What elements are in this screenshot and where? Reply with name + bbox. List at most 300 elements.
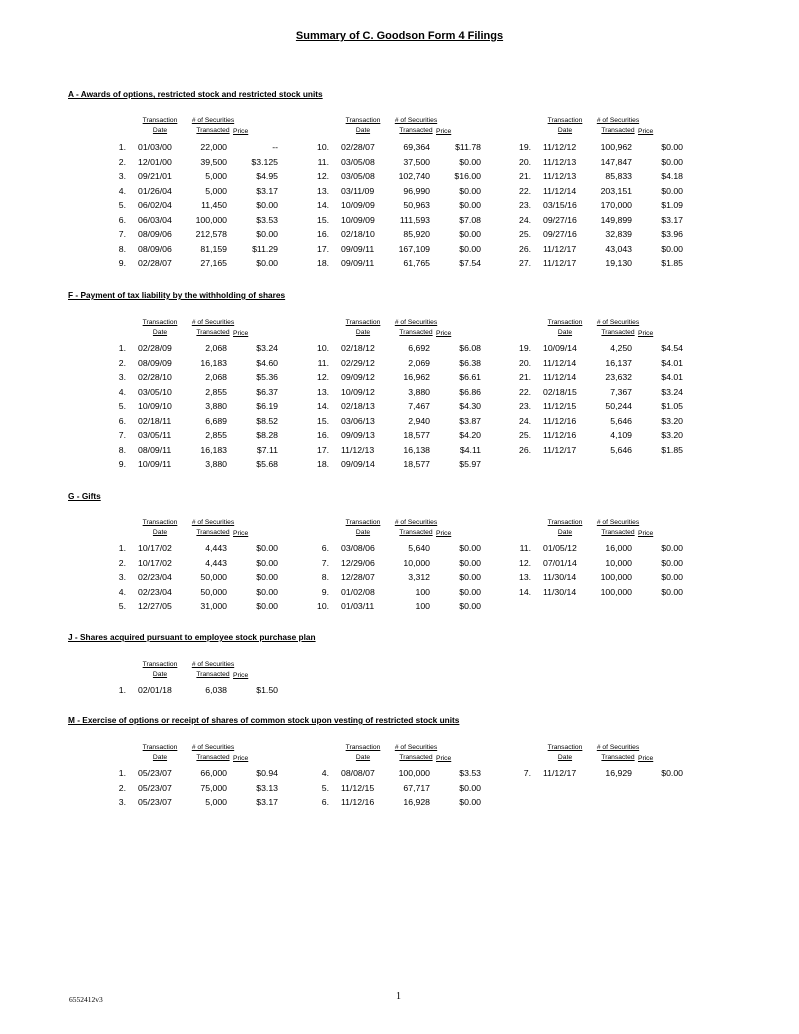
transaction-date: 02/18/15 [543,386,577,397]
price: $0.00 [459,200,481,210]
securities-transacted: 5,000 [205,171,227,181]
transaction-date: 02/28/07 [341,142,375,152]
row-number: 4. [118,185,126,196]
table-row [519,213,689,228]
transaction-date: 09/09/11 [341,258,375,268]
transaction-date: 09/09/13 [341,430,375,440]
table-row [519,169,689,184]
transaction-date: 11/12/14 [543,357,577,368]
row-number: 5. [321,782,329,793]
securities-transacted: 61,765 [403,258,430,268]
transaction-date: 02/23/04 [138,572,172,582]
price: $0.00 [256,572,278,582]
securities-transacted: 100,000 [195,214,227,225]
transaction-date: 11/12/16 [341,797,375,807]
transaction-date: 03/11/09 [341,185,375,196]
table-row [317,184,487,199]
securities-transacted: 6,692 [408,343,430,353]
transaction-date: 01/02/08 [341,586,375,597]
row-number: 16. [317,430,330,440]
table-row [114,781,284,796]
table-row [114,457,284,472]
table-row [114,599,284,614]
table-row [317,599,487,614]
row-number: 6. [118,214,126,225]
transaction-date: 01/05/12 [543,543,577,553]
row-number: 3. [118,797,126,807]
row-number: 13. [317,386,330,397]
securities-transacted: 5,000 [205,185,227,196]
page-title: Summary of C. Goodson Form 4 Filings [295,30,504,42]
securities-transacted: 16,183 [200,444,227,455]
price: $0.00 [661,572,683,582]
securities-transacted: 75,000 [200,782,227,793]
transaction-date: 11/30/14 [543,572,577,582]
transaction-date: 09/27/16 [543,229,577,239]
price: $11.29 [252,243,278,254]
securities-transacted: 7,467 [408,401,430,411]
row-number: 20. [519,156,532,167]
table-row [317,385,487,400]
table-row [317,198,487,213]
header-securities: # of Securities [191,319,235,326]
price: $6.38 [459,357,481,368]
row-number: 1. [118,768,126,778]
header-transacted: Transacted [399,329,433,336]
table-row [317,213,487,228]
table-row [114,766,284,781]
securities-transacted: 16,929 [605,768,632,778]
securities-transacted: 6,038 [205,685,227,695]
header-price: Price [638,755,654,762]
securities-transacted: 16,138 [403,444,430,455]
securities-transacted: 16,137 [605,357,632,368]
table-row [317,585,487,600]
transaction-date: 03/05/10 [138,386,172,397]
securities-transacted: 100 [415,586,430,597]
transaction-date: 10/09/09 [341,214,375,225]
price: $3.17 [661,214,683,225]
securities-transacted: 96,990 [403,185,430,196]
row-number: 5. [118,601,126,611]
price: $0.00 [256,200,278,210]
transaction-date: 02/18/13 [341,401,375,411]
header-securities: # of Securities [394,519,438,526]
row-number: 7. [523,768,531,778]
securities-transacted: 37,500 [403,156,430,167]
securities-transacted: 50,244 [605,401,632,411]
header-transacted: Transacted [196,754,230,761]
price: $0.00 [256,586,278,597]
row-number: 6. [321,543,329,553]
table-row [317,570,487,585]
transaction-date: 09/09/14 [341,459,375,469]
securities-transacted: 3,880 [205,459,227,469]
transaction-date: 02/28/10 [138,372,172,382]
row-number: 9. [321,586,329,597]
header-price: Price [233,128,249,135]
transaction-date: 11/12/17 [543,768,577,778]
securities-transacted: 2,069 [408,357,430,368]
row-number: 7. [321,557,329,568]
table-row [519,341,689,356]
securities-transacted: 5,640 [408,543,430,553]
securities-transacted: 69,364 [403,142,430,152]
header-transaction: Transaction [142,744,178,751]
row-number: 14. [317,401,330,411]
securities-transacted: 5,646 [610,444,632,455]
row-number: 2. [118,156,126,167]
transaction-date: 10/09/09 [341,200,375,210]
transaction-date: 11/12/14 [543,185,577,196]
price: $4.60 [256,357,278,368]
price: $3.17 [256,797,278,807]
row-number: 4. [118,586,126,597]
table-row [114,570,284,585]
transaction-date: 08/08/07 [341,768,375,778]
transaction-date: 02/29/12 [341,357,375,368]
price: $3.24 [661,386,683,397]
header-date: Date [557,329,573,336]
row-number: 1. [118,142,126,152]
transaction-date: 09/27/16 [543,214,577,225]
table-row [114,385,284,400]
row-number: 18. [317,459,330,469]
securities-transacted: 23,632 [605,372,632,382]
row-number: 21. [519,171,532,181]
securities-transacted: 3,880 [408,386,430,397]
row-number: 22. [519,185,532,196]
section-title: A - Awards of options, restricted stock and restricted stock units [68,89,323,99]
header-securities: # of Securities [596,319,640,326]
transaction-date: 12/29/06 [341,557,375,568]
header-transacted: Transacted [601,329,635,336]
transaction-date: 08/09/06 [138,229,172,239]
table-row [317,556,487,571]
header-transaction: Transaction [547,117,583,124]
transaction-date: 11/12/14 [543,372,577,382]
price: $0.00 [459,185,481,196]
price: $4.18 [661,171,683,181]
price: $6.19 [256,401,278,411]
price: $0.00 [459,229,481,239]
section-title: J - Shares acquired pursuant to employee stock purchase plan [68,632,316,642]
securities-transacted: 4,250 [610,343,632,353]
price: $3.125 [251,156,278,167]
header-transaction: Transaction [345,744,381,751]
price: $0.00 [459,557,481,568]
securities-transacted: 3,312 [408,572,430,582]
column-header-group [333,318,473,340]
transaction-date: 08/09/06 [138,243,172,254]
header-price: Price [233,330,249,337]
transaction-date: 03/15/16 [543,200,577,210]
securities-transacted: 18,577 [403,430,430,440]
row-number: 8. [118,243,126,254]
header-transaction: Transaction [142,519,178,526]
price: $3.20 [661,415,683,426]
table-row [317,155,487,170]
table-row [317,169,487,184]
row-number: 4. [118,386,126,397]
row-number: 10. [317,142,330,152]
transaction-date: 11/12/16 [543,415,577,426]
column-header-group [130,116,270,138]
price: $0.00 [256,229,278,239]
table-row [519,155,689,170]
row-number: 10. [317,601,330,611]
table-row [317,414,487,429]
transaction-date: 11/30/14 [543,586,577,597]
column-header-group [535,743,675,765]
header-date: Date [557,754,573,761]
page-number: 1 [396,991,401,1002]
price: $8.52 [256,415,278,426]
securities-transacted: 81,159 [200,243,227,254]
table-row [519,356,689,371]
column-header-group [535,318,675,340]
header-transacted: Transacted [196,529,230,536]
row-number: 11. [317,357,329,368]
transaction-date: 10/09/11 [138,459,172,469]
transaction-date: 12/27/05 [138,601,172,611]
header-securities: # of Securities [596,117,640,124]
securities-transacted: 85,833 [605,171,632,181]
table-row [519,399,689,414]
transaction-date: 05/23/07 [138,782,172,793]
header-securities: # of Securities [394,319,438,326]
transaction-date: 02/28/07 [138,258,172,268]
table-row [519,428,689,443]
header-securities: # of Securities [394,744,438,751]
row-number: 26. [519,444,532,455]
price: $6.37 [256,386,278,397]
securities-transacted: 6,689 [205,415,227,426]
securities-transacted: 50,000 [200,586,227,597]
securities-transacted: 43,043 [605,243,632,254]
transaction-date: 07/01/14 [543,557,577,568]
row-number: 19. [519,142,532,152]
table-row [317,457,487,472]
header-price: Price [233,672,249,679]
transaction-date: 11/12/13 [341,444,375,455]
price: $4.20 [459,430,481,440]
securities-transacted: 111,593 [399,214,430,225]
price: $3.53 [256,214,278,225]
row-number: 1. [118,343,126,353]
row-number: 6. [321,797,329,807]
transaction-date: 09/21/01 [138,171,172,181]
securities-transacted: 5,000 [205,797,227,807]
transaction-date: 10/17/02 [138,557,172,568]
table-row [519,370,689,385]
table-row [114,556,284,571]
price: $3.24 [256,343,278,353]
price: $3.53 [459,768,481,778]
header-price: Price [436,330,452,337]
section-title: F - Payment of tax liability by the withholding of shares [68,290,286,300]
securities-transacted: 11,450 [201,200,227,210]
price: $5.36 [256,372,278,382]
table-row [317,370,487,385]
price: $3.13 [256,782,278,793]
securities-transacted: 170,000 [600,200,632,210]
securities-transacted: 2,068 [205,343,227,353]
header-transaction: Transaction [345,519,381,526]
header-securities: # of Securities [596,744,640,751]
row-number: 1. [118,543,126,553]
table-row [317,428,487,443]
row-number: 11. [317,156,329,167]
transaction-date: 12/01/00 [138,156,172,167]
securities-transacted: 100,962 [600,142,632,152]
transaction-date: 08/09/11 [138,444,172,455]
securities-transacted: 100 [415,601,430,611]
transaction-date: 09/09/12 [341,372,375,382]
securities-transacted: 7,367 [610,386,632,397]
transaction-date: 11/12/17 [543,243,577,254]
header-price: Price [436,128,452,135]
securities-transacted: 27,165 [200,258,227,268]
header-transacted: Transacted [399,754,433,761]
header-date: Date [355,754,371,761]
header-date: Date [152,127,168,134]
header-transacted: Transacted [399,529,433,536]
securities-transacted: 2,855 [205,430,227,440]
table-row [317,140,487,155]
row-number: 20. [519,357,532,368]
price: $0.00 [661,142,683,152]
price: $11.78 [455,142,481,152]
securities-transacted: 2,068 [205,372,227,382]
price: $3.87 [459,415,481,426]
transaction-date: 03/08/06 [341,543,375,553]
row-number: 12. [317,171,330,181]
transaction-date: 03/05/11 [138,430,172,440]
securities-transacted: 16,928 [403,797,430,807]
row-number: 15. [317,214,330,225]
header-price: Price [436,530,452,537]
price: $3.96 [661,229,683,239]
securities-transacted: 85,920 [403,229,430,239]
price: $0.00 [661,243,683,254]
price: $7.11 [256,444,278,455]
row-number: 13. [519,572,532,582]
row-number: 27. [519,258,532,268]
column-header-group [333,743,473,765]
securities-transacted: 22,000 [200,142,227,152]
row-number: 24. [519,214,532,225]
price: $7.54 [459,258,481,268]
header-securities: # of Securities [191,117,235,124]
securities-transacted: 50,000 [200,572,227,582]
table-row [317,242,487,257]
table-row [519,385,689,400]
row-number: 8. [118,444,126,455]
row-number: 9. [118,459,126,469]
table-row [114,341,284,356]
header-transacted: Transacted [196,671,230,678]
securities-transacted: 100,000 [398,768,430,778]
row-number: 11. [519,543,531,553]
header-date: Date [152,529,168,536]
transaction-date: 10/17/02 [138,543,172,553]
header-transaction: Transaction [547,744,583,751]
table-row [114,155,284,170]
table-row [519,140,689,155]
price: $1.85 [661,258,683,268]
table-row [519,256,689,271]
securities-transacted: 2,855 [205,386,227,397]
table-row [114,356,284,371]
securities-transacted: 19,130 [605,258,632,268]
table-row [114,541,284,556]
table-row [317,356,487,371]
price: $0.94 [256,768,278,778]
price: $0.00 [459,601,481,611]
table-row [114,399,284,414]
price: $6.61 [459,372,481,382]
row-number: 19. [519,343,532,353]
table-row [114,585,284,600]
document-id: 6552412v3 [69,995,103,1004]
securities-transacted: 100,000 [600,586,632,597]
header-transaction: Transaction [547,519,583,526]
price: $6.86 [459,386,481,397]
header-date: Date [557,127,573,134]
table-row [114,443,284,458]
table-row [114,256,284,271]
row-number: 2. [118,357,126,368]
column-header-group [333,116,473,138]
row-number: 2. [118,782,126,793]
row-number: 22. [519,386,532,397]
price: $4.01 [661,372,683,382]
price: $4.01 [661,357,683,368]
transaction-date: 11/12/17 [543,444,577,455]
securities-transacted: 4,443 [205,543,227,553]
transaction-date: 01/26/04 [138,185,172,196]
table-row [114,683,284,698]
row-number: 24. [519,415,532,426]
table-row [114,169,284,184]
row-number: 17. [317,243,330,254]
table-row [519,414,689,429]
table-row [114,198,284,213]
price: $4.95 [256,171,278,181]
transaction-date: 01/03/00 [138,142,172,152]
header-price: Price [638,530,654,537]
row-number: 2. [118,557,126,568]
table-row [519,198,689,213]
header-securities: # of Securities [394,117,438,124]
transaction-date: 01/03/11 [341,601,375,611]
table-row [114,428,284,443]
header-transacted: Transacted [601,754,635,761]
row-number: 9. [118,258,126,268]
transaction-date: 05/23/07 [138,768,172,778]
securities-transacted: 2,940 [408,415,430,426]
section-title: G - Gifts [68,491,101,501]
price: $1.85 [661,444,683,455]
price: -- [272,142,278,152]
transaction-date: 03/05/08 [341,171,375,181]
transaction-date: 02/18/12 [341,343,375,353]
row-number: 14. [519,586,532,597]
price: $0.00 [256,543,278,553]
transaction-date: 10/09/10 [138,401,172,411]
table-row [317,341,487,356]
